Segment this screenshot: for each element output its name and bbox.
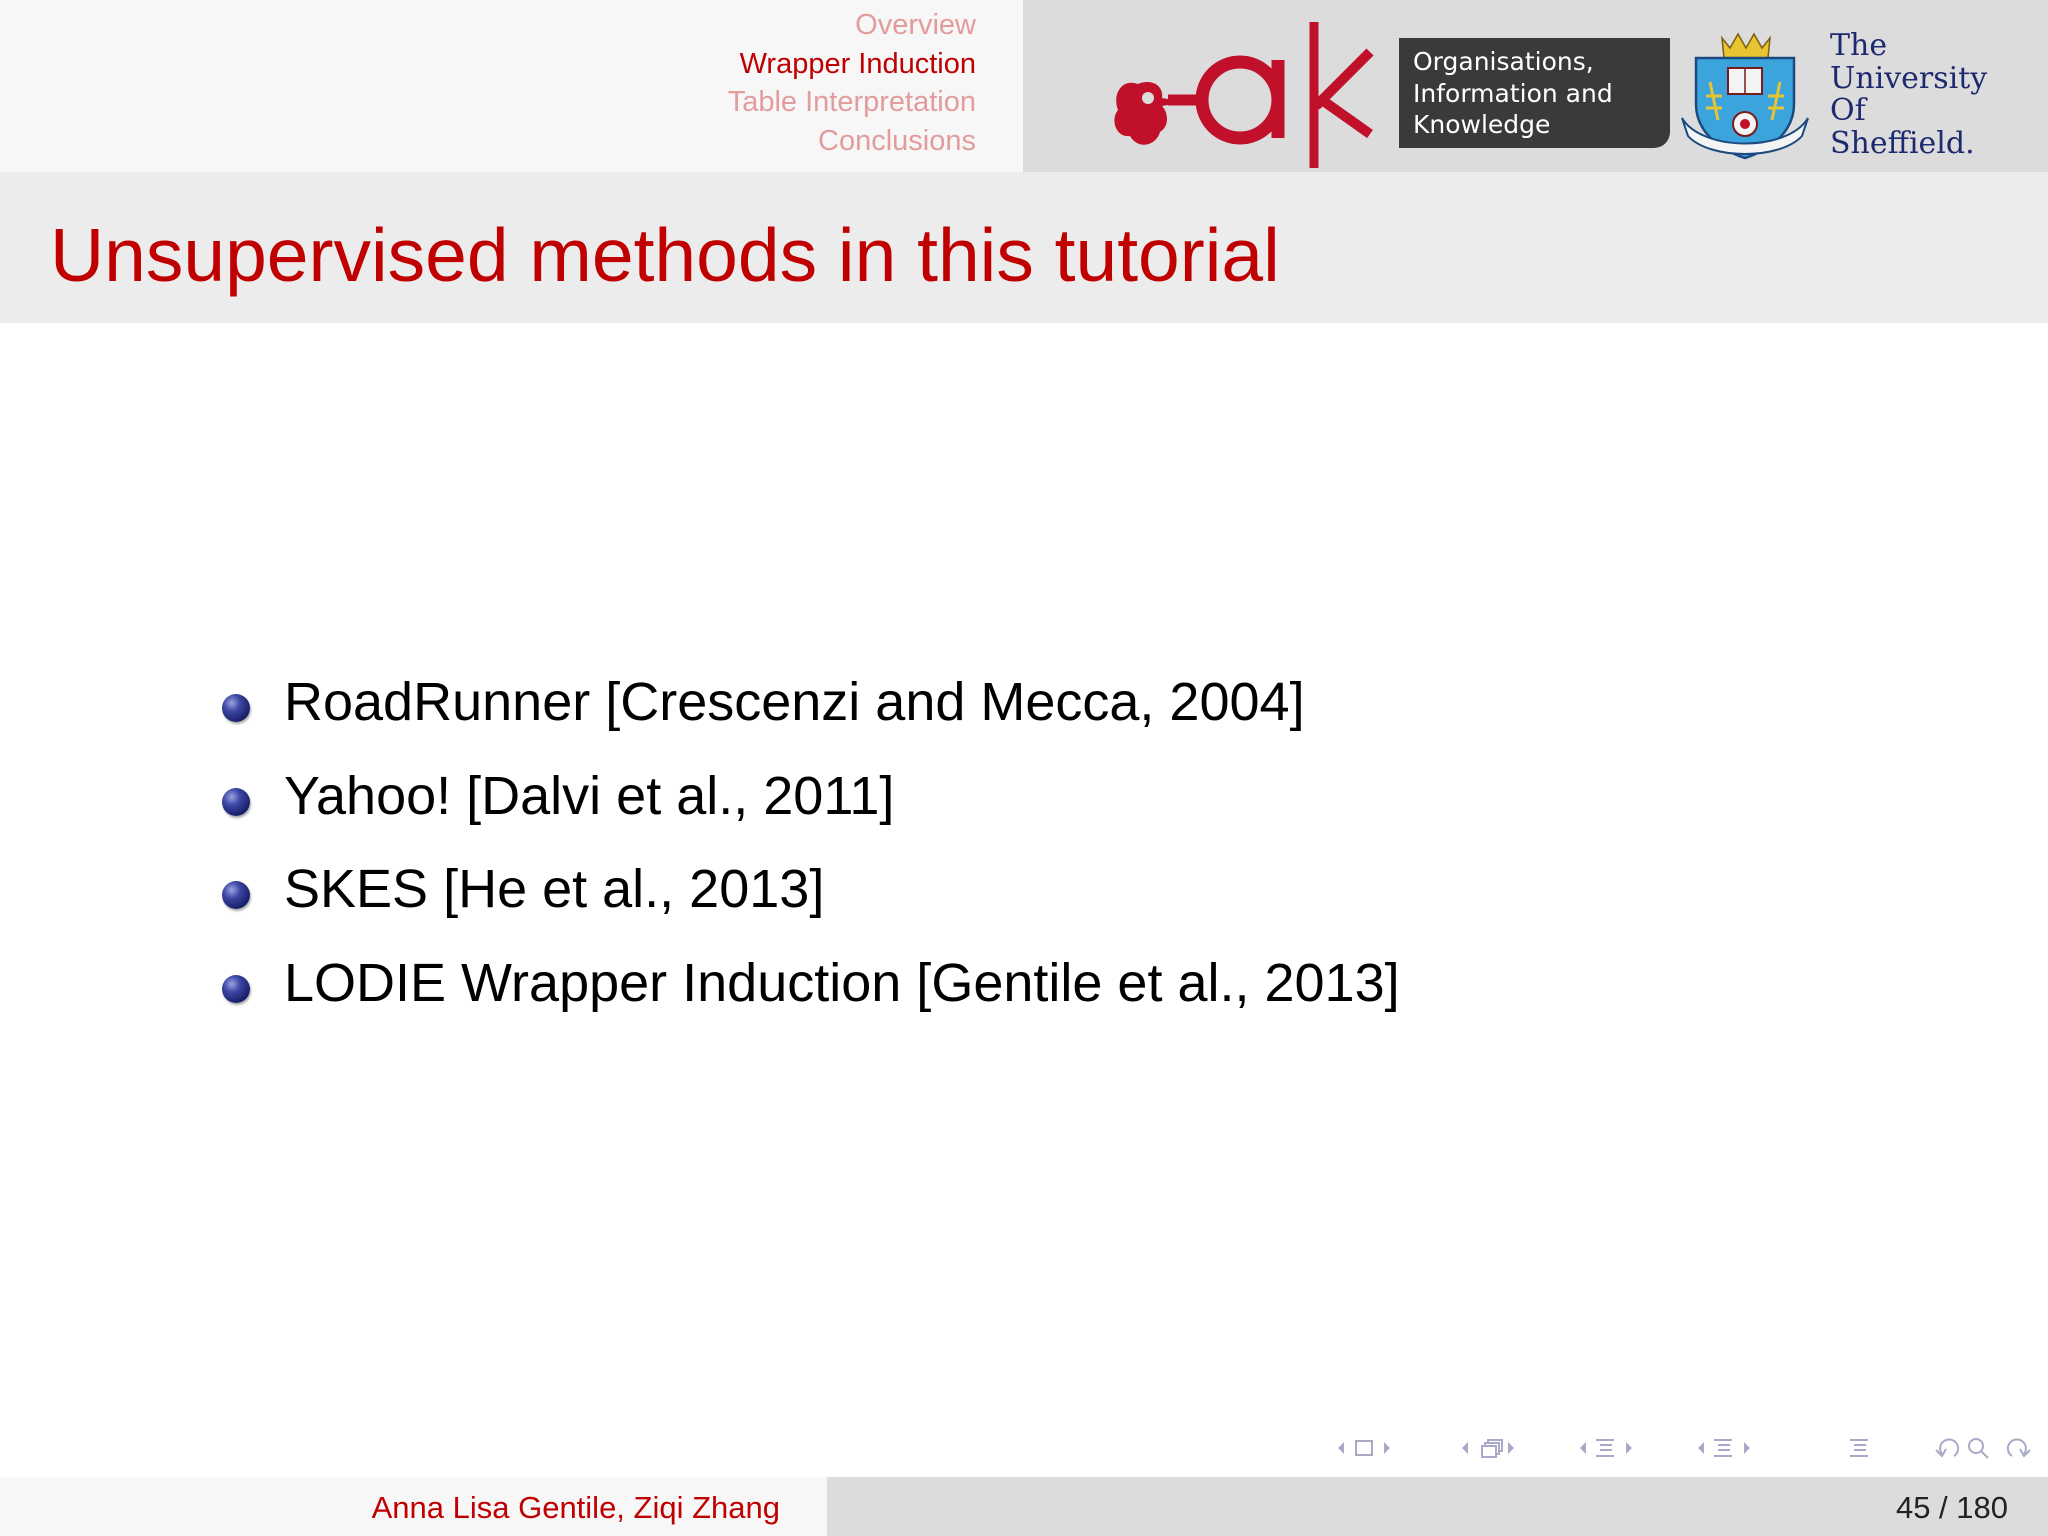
nav-next-document-icon[interactable]	[1744, 1442, 1750, 1454]
slide-title: Unsupervised methods in this tutorial	[50, 213, 1280, 297]
nav-next-section-icon[interactable]	[1626, 1442, 1632, 1454]
bullet-ball-icon	[222, 788, 250, 816]
bullet-text: SKES [He et al., 2013]	[284, 859, 825, 919]
nav-next-subsection-icon[interactable]	[1508, 1442, 1514, 1454]
oak-tagline-line: Organisations,	[1413, 47, 1594, 76]
university-name	[1830, 30, 1987, 160]
bullet-text: RoadRunner [Crescenzi and Mecca, 2004]	[284, 672, 1305, 732]
nav-next-frame-icon[interactable]	[1384, 1442, 1390, 1454]
nav-prev-subsection-icon[interactable]	[1462, 1442, 1468, 1454]
oak-tagline	[1399, 38, 1670, 148]
oak-tagline-line: Knowledge	[1413, 110, 1551, 139]
nav-document-icon[interactable]	[1714, 1440, 1732, 1456]
footer-authors: Anna Lisa Gentile, Ziqi Zhang	[371, 1490, 780, 1525]
footer-page-number: 45 / 180	[1895, 1490, 2008, 1525]
section-navigation	[728, 6, 976, 161]
nav-forward-icon[interactable]	[2008, 1439, 2030, 1456]
university-name-line: Of	[1830, 93, 1866, 128]
university-name-line: The	[1830, 28, 1888, 63]
university-name-line: Sheffield.	[1830, 125, 1975, 161]
nav-subsection-icon[interactable]	[1482, 1440, 1502, 1457]
bullet-text: Yahoo! [Dalvi et al., 2011]	[284, 765, 895, 826]
bullet-ball-icon	[222, 694, 250, 722]
nav-search-icon[interactable]	[1969, 1439, 1988, 1458]
section-link-wrapper-induction[interactable]: Wrapper Induction	[739, 47, 976, 80]
bullet-ball-icon	[222, 975, 250, 1003]
university-name-line: University	[1830, 60, 1988, 96]
title-bar	[0, 172, 2048, 323]
nav-prev-document-icon[interactable]	[1698, 1442, 1704, 1454]
nav-prev-section-icon[interactable]	[1580, 1442, 1586, 1454]
nav-prev-frame-icon[interactable]	[1338, 1442, 1344, 1454]
navigation-symbols	[1334, 1428, 2034, 1468]
nav-appendix-icon[interactable]	[1850, 1440, 1868, 1456]
bullet-ball-icon	[222, 881, 250, 909]
oak-tagline-line: Information and	[1413, 78, 1613, 108]
nav-back-icon[interactable]	[1936, 1439, 1958, 1456]
header	[0, 0, 2048, 172]
nav-section-icon[interactable]	[1596, 1440, 1614, 1456]
oak-logo-icon	[1108, 22, 1378, 172]
university-crest-icon	[1676, 26, 1814, 166]
section-link-table-interpretation[interactable]: Table Interpretation	[727, 86, 976, 119]
nav-frame-icon[interactable]	[1356, 1441, 1372, 1455]
footer-right-panel	[827, 1477, 2048, 1536]
section-link-overview[interactable]: Overview	[855, 9, 976, 41]
bullet-text: LODIE Wrapper Induction [Gentile et al., 2013]	[284, 952, 1400, 1013]
section-link-conclusions[interactable]: Conclusions	[818, 125, 976, 158]
